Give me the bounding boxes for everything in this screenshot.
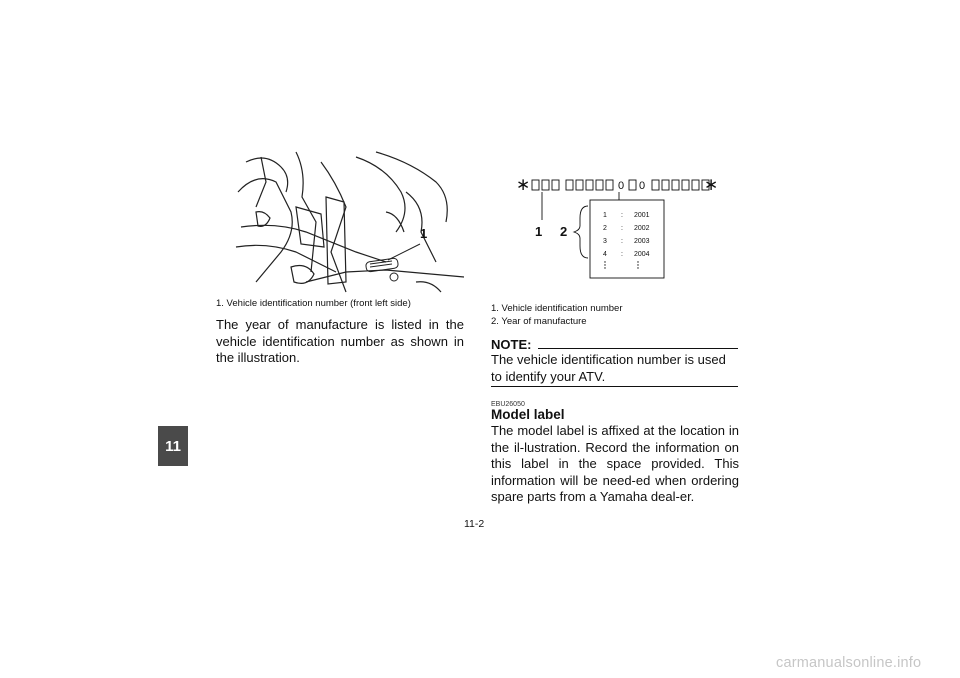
svg-text:4: 4 [603,251,607,258]
right-caption-1: 1. Vehicle identification number [491,303,623,314]
vin-char-10: 0 [618,180,625,192]
note-rule-top [538,348,738,349]
vin-callout-1: 1 [535,224,543,239]
vin-asterisk-right: ∗ [704,175,719,194]
note-text: The vehicle identification number is used to identify your ATV. [491,352,726,384]
section-heading: Model label [491,407,565,422]
model-label-paragraph: The model label is affixed at the location in the il-lustration. Record the information on this label in the space provided. This information will be need-ed when ordering spare parts from a Yamaha deal-er. [491,423,739,504]
svg-text::: : [621,212,623,219]
year-of-manufacture-paragraph: The year of manufacture is listed in the vehicle identification number as shown in the illustration. [216,317,464,365]
vin-callout-2: 2 [560,224,568,239]
vin-asterisk-left: ∗ [516,175,531,194]
vin-callout-number: 1 [420,226,428,241]
note-label: NOTE: [491,337,532,352]
vin-char-12: 0 [639,180,646,192]
svg-text:2001: 2001 [634,212,650,219]
right-caption-2: 2. Year of manufacture [491,316,587,327]
svg-text::: : [621,251,623,258]
svg-text:2002: 2002 [634,225,650,232]
svg-text:2003: 2003 [634,238,650,245]
svg-text:2004: 2004 [634,251,650,258]
left-figure-caption: 1. Vehicle identification number (front left side) [216,298,411,309]
svg-text:3: 3 [603,238,607,245]
svg-text:2: 2 [603,225,607,232]
page-number: 11-2 [464,518,485,530]
note-rule-bottom [491,386,738,387]
svg-text:1: 1 [603,212,607,219]
svg-text::: : [621,238,623,245]
vin-format-diagram [510,168,719,290]
vin-location-illustration [236,152,464,299]
section-code: EBU26050 [491,401,525,408]
chapter-tab: 11 [158,426,188,466]
svg-text::: : [621,225,623,232]
watermark: carmanualsonline.info [776,655,922,671]
